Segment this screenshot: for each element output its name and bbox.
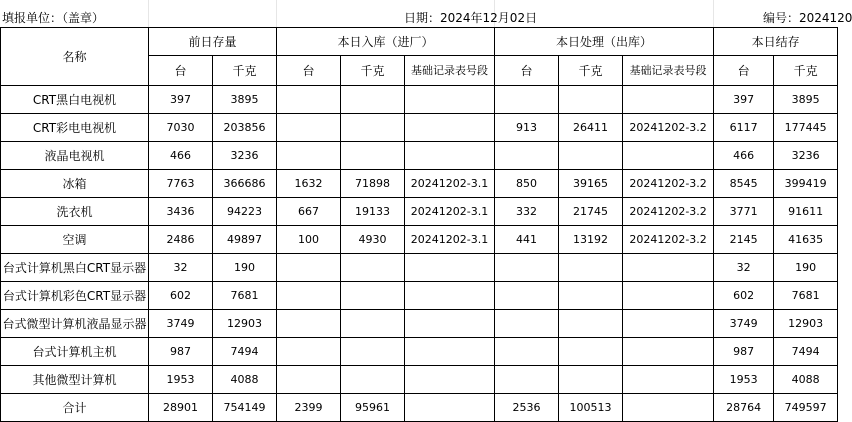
cell-out-units — [495, 338, 559, 366]
cell-prev-units: 466 — [149, 142, 213, 170]
cell-in-units: 667 — [277, 198, 341, 226]
cell-in-kg: 95961 — [341, 394, 405, 422]
cell-end-kg: 177445 — [774, 114, 838, 142]
unit-label: 填报单位：（盖章） — [2, 11, 105, 25]
cell-in-record: 20241202-3.1 — [405, 226, 495, 254]
cell-in-units — [277, 114, 341, 142]
cell-out-units: 2536 — [495, 394, 559, 422]
cell-end-units: 466 — [714, 142, 774, 170]
cell-prev-units: 1953 — [149, 366, 213, 394]
cell-in-units — [277, 310, 341, 338]
table-row — [1, 86, 838, 114]
cell-product-name: 台式微型计算机液晶显示器 — [1, 310, 149, 338]
cell-product-name: 洗衣机 — [1, 198, 149, 226]
cell-out-kg — [559, 310, 623, 338]
cell-in-record: 20241202-3.1 — [405, 198, 495, 226]
cell-in-record — [405, 254, 495, 282]
cell-product-name: 其他微型计算机 — [1, 366, 149, 394]
cell-out-units: 850 — [495, 170, 559, 198]
cell-end-units: 987 — [714, 338, 774, 366]
cell-prev-units: 602 — [149, 282, 213, 310]
cell-end-units: 2145 — [714, 226, 774, 254]
cell-out-kg: 13192 — [559, 226, 623, 254]
cell-out-units — [495, 142, 559, 170]
cell-prev-units: 987 — [149, 338, 213, 366]
header-prev-stock: 前日存量 — [149, 28, 277, 56]
cell-in-kg — [341, 142, 405, 170]
table-row — [1, 142, 838, 170]
cell-end-kg: 7494 — [774, 338, 838, 366]
cell-prev-kg: 190 — [213, 254, 277, 282]
cell-end-units: 1953 — [714, 366, 774, 394]
cell-out-record — [623, 142, 714, 170]
cell-out-units — [495, 310, 559, 338]
cell-product-name: 液晶电视机 — [1, 142, 149, 170]
cell-in-kg: 71898 — [341, 170, 405, 198]
cell-prev-units: 3749 — [149, 310, 213, 338]
cell-end-kg: 3236 — [774, 142, 838, 170]
header-processed: 本日处理（出库） — [495, 28, 714, 56]
cell-prev-units: 2486 — [149, 226, 213, 254]
cell-prev-kg: 94223 — [213, 198, 277, 226]
cell-in-kg — [341, 86, 405, 114]
cell-out-record: 20241202-3.2 — [623, 198, 714, 226]
cell-out-units: 441 — [495, 226, 559, 254]
cell-out-units — [495, 366, 559, 394]
cell-out-record — [623, 338, 714, 366]
cell-out-record: 20241202-3.2 — [623, 226, 714, 254]
code-label: 编号：2024120 — [763, 11, 852, 25]
table-row — [1, 338, 838, 366]
cell-end-units: 32 — [714, 254, 774, 282]
cell-end-units: 28764 — [714, 394, 774, 422]
cell-product-name: CRT黑白电视机 — [1, 86, 149, 114]
subheader-prev-units: 台 — [149, 56, 213, 86]
cell-end-kg: 190 — [774, 254, 838, 282]
cell-out-record — [623, 366, 714, 394]
subheader-prev-kg: 千克 — [213, 56, 277, 86]
subheader-in-record: 基础记录表号段 — [405, 56, 495, 86]
table-row — [1, 170, 838, 198]
cell-prev-units: 397 — [149, 86, 213, 114]
cell-in-record — [405, 86, 495, 114]
cell-prev-kg: 7681 — [213, 282, 277, 310]
cell-in-units: 2399 — [277, 394, 341, 422]
cell-in-record — [405, 366, 495, 394]
cell-out-record: 20241202-3.2 — [623, 114, 714, 142]
cell-in-kg — [341, 366, 405, 394]
cell-product-name: 合计 — [1, 394, 149, 422]
gridline — [713, 0, 714, 27]
cell-out-kg — [559, 338, 623, 366]
cell-out-record — [623, 86, 714, 114]
cell-in-kg: 4930 — [341, 226, 405, 254]
cell-end-kg: 91611 — [774, 198, 838, 226]
cell-in-units — [277, 282, 341, 310]
table-row — [1, 198, 838, 226]
cell-in-units — [277, 142, 341, 170]
cell-product-name: 台式计算机黑白CRT显示器 — [1, 254, 149, 282]
cell-out-kg — [559, 366, 623, 394]
cell-product-name: CRT彩电电视机 — [1, 114, 149, 142]
cell-out-units: 332 — [495, 198, 559, 226]
cell-end-kg: 7681 — [774, 282, 838, 310]
cell-prev-kg: 3895 — [213, 86, 277, 114]
cell-out-kg — [559, 254, 623, 282]
table-row — [1, 366, 838, 394]
date-label: 日期：2024年12月02日 — [404, 11, 538, 25]
cell-prev-units: 28901 — [149, 394, 213, 422]
cell-out-kg: 39165 — [559, 170, 623, 198]
cell-in-kg — [341, 282, 405, 310]
cell-end-kg: 4088 — [774, 366, 838, 394]
cell-end-units: 3749 — [714, 310, 774, 338]
cell-prev-units: 7763 — [149, 170, 213, 198]
cell-out-kg: 21745 — [559, 198, 623, 226]
cell-out-units — [495, 282, 559, 310]
cell-in-record — [405, 114, 495, 142]
table-row — [1, 394, 838, 422]
cell-in-units — [277, 366, 341, 394]
cell-out-record: 20241202-3.2 — [623, 170, 714, 198]
subheader-end-kg: 千克 — [774, 56, 838, 86]
cell-end-units: 397 — [714, 86, 774, 114]
cell-in-kg — [341, 310, 405, 338]
cell-in-kg: 19133 — [341, 198, 405, 226]
table-body — [1, 86, 838, 422]
cell-prev-kg: 203856 — [213, 114, 277, 142]
cell-out-record — [623, 254, 714, 282]
cell-product-name: 冰箱 — [1, 170, 149, 198]
cell-prev-kg: 7494 — [213, 338, 277, 366]
cell-prev-kg: 12903 — [213, 310, 277, 338]
cell-prev-units: 32 — [149, 254, 213, 282]
cell-in-kg — [341, 114, 405, 142]
cell-in-record — [405, 310, 495, 338]
table-row — [1, 114, 838, 142]
subheader-in-units: 台 — [277, 56, 341, 86]
cell-product-name: 空调 — [1, 226, 149, 254]
gridline — [276, 0, 277, 27]
cell-in-kg — [341, 254, 405, 282]
cell-product-name: 台式计算机彩色CRT显示器 — [1, 282, 149, 310]
cell-prev-kg: 754149 — [213, 394, 277, 422]
cell-end-kg: 3895 — [774, 86, 838, 114]
header-inbound: 本日入库（进厂） — [277, 28, 495, 56]
cell-prev-kg: 366686 — [213, 170, 277, 198]
cell-end-kg: 41635 — [774, 226, 838, 254]
subheader-out-units: 台 — [495, 56, 559, 86]
cell-end-units: 6117 — [714, 114, 774, 142]
cell-out-units — [495, 254, 559, 282]
cell-in-units — [277, 254, 341, 282]
cell-out-kg: 100513 — [559, 394, 623, 422]
cell-end-units: 602 — [714, 282, 774, 310]
table-row — [1, 282, 838, 310]
subheader-out-record: 基础记录表号段 — [623, 56, 714, 86]
cell-out-record — [623, 282, 714, 310]
cell-out-units: 913 — [495, 114, 559, 142]
table-row — [1, 254, 838, 282]
cell-in-kg — [341, 338, 405, 366]
cell-out-record — [623, 310, 714, 338]
cell-in-record — [405, 394, 495, 422]
cell-end-units: 8545 — [714, 170, 774, 198]
cell-prev-kg: 49897 — [213, 226, 277, 254]
cell-in-record — [405, 142, 495, 170]
cell-end-kg: 749597 — [774, 394, 838, 422]
cell-in-record — [405, 282, 495, 310]
cell-end-units: 3771 — [714, 198, 774, 226]
subheader-out-kg: 千克 — [559, 56, 623, 86]
cell-in-units — [277, 338, 341, 366]
gridline — [148, 0, 149, 27]
cell-prev-kg: 3236 — [213, 142, 277, 170]
cell-end-kg: 399419 — [774, 170, 838, 198]
cell-in-units: 100 — [277, 226, 341, 254]
table-row — [1, 310, 838, 338]
cell-out-kg — [559, 142, 623, 170]
cell-out-kg: 26411 — [559, 114, 623, 142]
cell-product-name: 台式计算机主机 — [1, 338, 149, 366]
cell-prev-units: 3436 — [149, 198, 213, 226]
subheader-in-kg: 千克 — [341, 56, 405, 86]
cell-in-record — [405, 338, 495, 366]
table-row — [1, 226, 838, 254]
cell-in-units: 1632 — [277, 170, 341, 198]
cell-out-kg — [559, 86, 623, 114]
cell-in-record: 20241202-3.1 — [405, 170, 495, 198]
cell-prev-kg: 4088 — [213, 366, 277, 394]
cell-end-kg: 12903 — [774, 310, 838, 338]
header-end-stock: 本日结存 — [714, 28, 838, 56]
cell-prev-units: 7030 — [149, 114, 213, 142]
cell-in-units — [277, 86, 341, 114]
inventory-table — [0, 27, 838, 422]
cell-out-record — [623, 394, 714, 422]
cell-out-units — [495, 86, 559, 114]
subheader-end-units: 台 — [714, 56, 774, 86]
header-name: 名称 — [1, 28, 149, 86]
cell-out-kg — [559, 282, 623, 310]
